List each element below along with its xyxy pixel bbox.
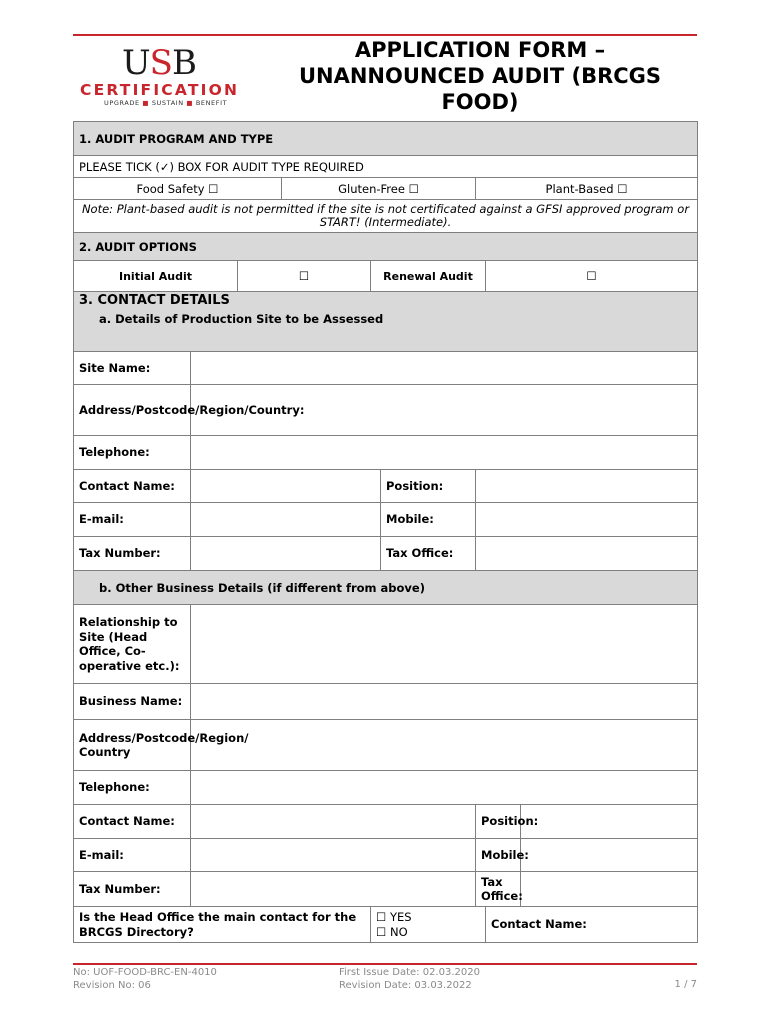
- email-label: E-mail:: [74, 503, 191, 537]
- initial-audit-checkbox[interactable]: ☐: [238, 261, 371, 292]
- logo-tagline: UPGRADE ■ SUSTAIN ■ BENEFIT: [104, 99, 228, 107]
- relationship-field[interactable]: [191, 605, 698, 684]
- position-field[interactable]: [476, 470, 698, 503]
- head-office-yes-no[interactable]: [371, 907, 486, 943]
- business-mobile-field[interactable]: [521, 839, 698, 872]
- business-tax-number-field[interactable]: [191, 872, 476, 907]
- footer-dates: [339, 967, 480, 992]
- usb-certification-logo: [80, 43, 255, 108]
- footer-doc-number: No: UOF-FOOD-BRC-EN-4010: [73, 967, 217, 978]
- footer-page-number: 1 / 7: [674, 979, 697, 990]
- head-office-question: Is the Head Office the main contact for the BRCGS Directory?: [74, 907, 371, 943]
- head-office-yes-checkbox[interactable]: ☐ YES: [376, 909, 412, 924]
- business-email-label: E-mail:: [74, 839, 191, 872]
- relationship-label: Relationship to Site (Head Office, Co-operative etc.):: [74, 605, 191, 684]
- production-site-subheading: a. Details of Production Site to be Assessed: [99, 312, 384, 326]
- business-tax-office-label: Tax Office:: [476, 872, 521, 907]
- mobile-field[interactable]: [476, 503, 698, 537]
- document-title: APPLICATION FORM – UNANNOUNCED AUDIT (BRCGS FOOD): [298, 38, 662, 114]
- logo-wordmark: USB: [122, 43, 196, 83]
- plant-based-checkbox[interactable]: Plant-Based ☐: [476, 178, 698, 200]
- mobile-label: Mobile:: [381, 503, 476, 537]
- business-tax-number-label: Tax Number:: [74, 872, 191, 907]
- email-field[interactable]: [191, 503, 381, 537]
- business-telephone-field[interactable]: [191, 771, 698, 805]
- business-address-field[interactable]: [191, 720, 698, 771]
- business-contact-name-label: Contact Name:: [74, 805, 191, 839]
- section3-header: [74, 292, 698, 352]
- logo-certification: CERTIFICATION: [80, 81, 240, 99]
- business-mobile-label: Mobile:: [476, 839, 521, 872]
- site-name-label: Site Name:: [74, 352, 191, 385]
- section2-header: 2. AUDIT OPTIONS: [74, 233, 698, 261]
- renewal-audit-label: Renewal Audit: [371, 261, 486, 292]
- business-name-field[interactable]: [191, 684, 698, 720]
- gluten-free-checkbox[interactable]: Gluten-Free ☐: [282, 178, 476, 200]
- footer-rule: [73, 963, 697, 965]
- tax-office-label: Tax Office:: [381, 537, 476, 571]
- business-email-field[interactable]: [191, 839, 476, 872]
- footer-first-issue: First Issue Date: 02.03.2020: [339, 967, 480, 978]
- footer-document-info: [73, 967, 217, 992]
- business-position-label: Position:: [476, 805, 521, 839]
- food-safety-checkbox[interactable]: Food Safety ☐: [74, 178, 282, 200]
- footer-revision-date: Revision Date: 03.03.2022: [339, 979, 472, 991]
- head-office-no-checkbox[interactable]: ☐ NO: [376, 924, 408, 939]
- tax-number-field[interactable]: [191, 537, 381, 571]
- contact-name-field[interactable]: [191, 470, 381, 503]
- renewal-audit-checkbox[interactable]: ☐: [486, 261, 698, 292]
- tax-office-field[interactable]: [476, 537, 698, 571]
- other-business-subheading: b. Other Business Details (if different from above): [74, 571, 698, 605]
- section1-header: 1. AUDIT PROGRAM AND TYPE: [74, 122, 698, 156]
- footer-revision-number: Revision No: 06: [73, 979, 151, 991]
- business-telephone-label: Telephone:: [74, 771, 191, 805]
- telephone-label: Telephone:: [74, 436, 191, 470]
- address-label: Address/Postcode/Region/Country:: [74, 385, 191, 436]
- business-address-label: Address/Postcode/Region/ Country: [74, 720, 191, 771]
- plant-based-note: Note: Plant-based audit is not permitted if the site is not certificated against a GFSI approved program or START! (Intermediate).: [74, 200, 698, 233]
- header-rule: [73, 34, 697, 36]
- business-name-label: Business Name:: [74, 684, 191, 720]
- initial-audit-label: Initial Audit: [74, 261, 238, 292]
- application-form-table: [73, 121, 698, 943]
- site-name-field[interactable]: [191, 352, 698, 385]
- business-contact-name-field[interactable]: [191, 805, 476, 839]
- business-position-field[interactable]: [521, 805, 698, 839]
- directory-contact-name-label: Contact Name:: [486, 907, 698, 943]
- audit-type-instruction: PLEASE TICK (✓) BOX FOR AUDIT TYPE REQUIRED: [74, 156, 698, 178]
- contact-details-heading: 3. CONTACT DETAILS: [79, 293, 230, 308]
- contact-name-label: Contact Name:: [74, 470, 191, 503]
- telephone-field[interactable]: [191, 436, 698, 470]
- business-tax-office-field[interactable]: [521, 872, 698, 907]
- position-label: Position:: [381, 470, 476, 503]
- tax-number-label: Tax Number:: [74, 537, 191, 571]
